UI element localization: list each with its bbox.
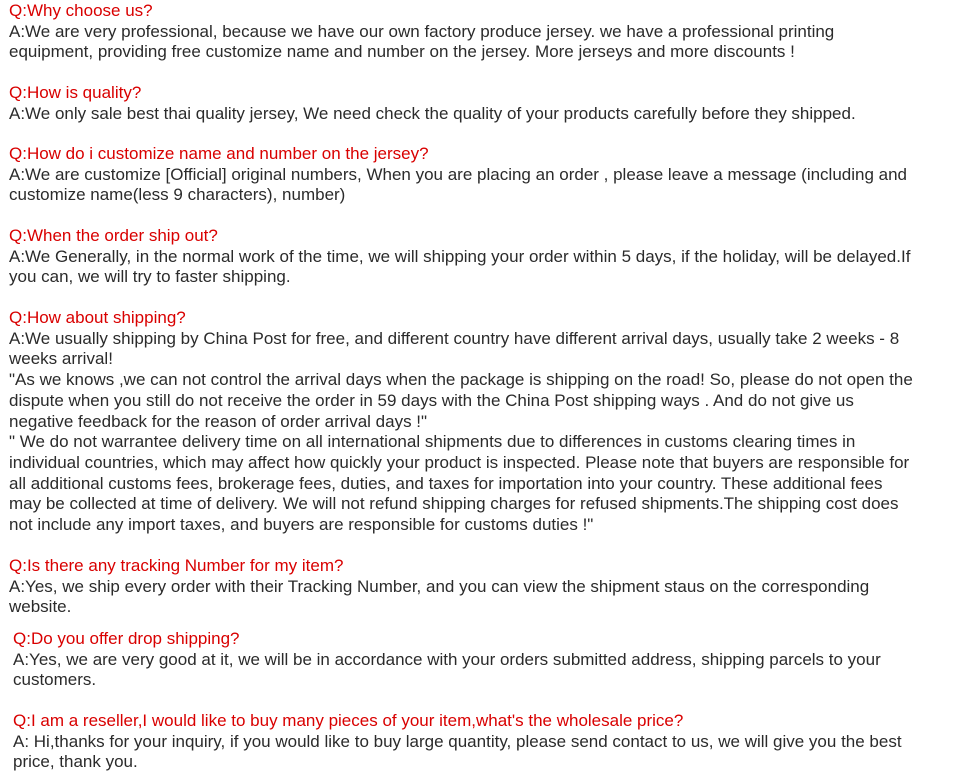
faq-answer-line: price, thank you. bbox=[13, 752, 138, 772]
faq-answer-line: may be collected at time of delivery. We will not refund shipping charges for refused shipments.The shipping cost does bbox=[9, 494, 899, 514]
faq-answer-line: customers. bbox=[13, 670, 97, 690]
faq-answer-line: all additional customs fees, brokerage fees, duties, and taxes for importation into your country. These additional fees bbox=[9, 473, 883, 493]
faq-answer-line: equipment, providing free customize name and number on the jersey. More jerseys and more discounts ! bbox=[9, 42, 795, 62]
faq-answer-line: " We do not warrantee delivery time on all international shipments due to differences in customs clearing times in bbox=[9, 432, 856, 452]
faq-answer bbox=[9, 577, 969, 618]
faq-item bbox=[9, 1, 969, 63]
faq-answer bbox=[9, 329, 969, 536]
faq-answer-line: A: Hi,thanks for your inquiry, if you would like to buy large quantity, please send contact to us, we will give you the best bbox=[13, 731, 902, 751]
faq-answer bbox=[9, 22, 969, 63]
faq-answer-line: "As we knows ,we can not control the arrival days when the package is shipping on the road! So, please do not open the bbox=[9, 370, 913, 390]
faq-answer-line: A:Yes, we ship every order with their Tracking Number, and you can view the shipment staus on the corresponding bbox=[9, 576, 870, 596]
faq-item bbox=[9, 226, 969, 288]
faq-answer-line: A:We only sale best thai quality jersey, We need check the quality of your products carefully before they shipped. bbox=[9, 103, 856, 123]
faq-answer-line: A:We Generally, in the normal work of the time, we will shipping your order within 5 days, if the holiday, will be delayed.If bbox=[9, 246, 911, 266]
faq-item bbox=[13, 711, 973, 773]
faq-answer bbox=[13, 650, 973, 691]
faq-question: Q:I am a reseller,I would like to buy many pieces of your item,what's the wholesale price? bbox=[13, 711, 684, 730]
faq-answer-line: weeks arrival! bbox=[9, 349, 113, 369]
faq-item bbox=[9, 83, 969, 124]
faq-answer-line: dispute when you still do not receive the order in 59 days with the China Post shipping ways . And do not give us bbox=[9, 390, 854, 410]
faq-answer-line: negative feedback for the reason of order arrival days !" bbox=[9, 411, 428, 431]
faq-answer-line: individual countries, which may affect how quickly your product is inspected. Please note that buyers are responsible for bbox=[9, 452, 910, 472]
faq-item bbox=[9, 556, 969, 618]
faq-answer-line: not include any import taxes, and buyers are responsible for customs duties !" bbox=[9, 515, 594, 535]
faq-answer bbox=[9, 104, 969, 125]
faq-answer-line: website. bbox=[9, 597, 72, 617]
faq-question: Q:When the order ship out? bbox=[9, 226, 218, 245]
faq-question: Q:How is quality? bbox=[9, 83, 142, 102]
faq-item bbox=[9, 144, 969, 206]
faq-item bbox=[9, 308, 969, 536]
faq-answer-line: customize name(less 9 characters), number) bbox=[9, 185, 346, 205]
faq-answer-line: A:We usually shipping by China Post for free, and different country have different arrival days, usually take 2 weeks - 8 bbox=[9, 328, 900, 348]
faq-question: Q:Do you offer drop shipping? bbox=[13, 629, 240, 648]
faq-answer bbox=[9, 165, 969, 206]
faq-answer-line: A:We are very professional, because we have our own factory produce jersey. we have a professional printing bbox=[9, 21, 835, 41]
faq-question: Q:Why choose us? bbox=[9, 1, 153, 20]
faq-question: Q:Is there any tracking Number for my item? bbox=[9, 556, 344, 575]
faq-question: Q:How do i customize name and number on the jersey? bbox=[9, 144, 429, 163]
faq-answer-line: A:We are customize [Official] original numbers, When you are placing an order , please leave a message (including and bbox=[9, 164, 908, 184]
faq-answer bbox=[13, 732, 973, 773]
faq-answer-line: you can, we will try to faster shipping. bbox=[9, 267, 291, 287]
faq-answer-line: A:Yes, we are very good at it, we will be in accordance with your orders submitted address, shipping parcels to your bbox=[13, 649, 881, 669]
faq-item bbox=[13, 629, 973, 691]
faq-question: Q:How about shipping? bbox=[9, 308, 186, 327]
faq-answer bbox=[9, 247, 969, 288]
